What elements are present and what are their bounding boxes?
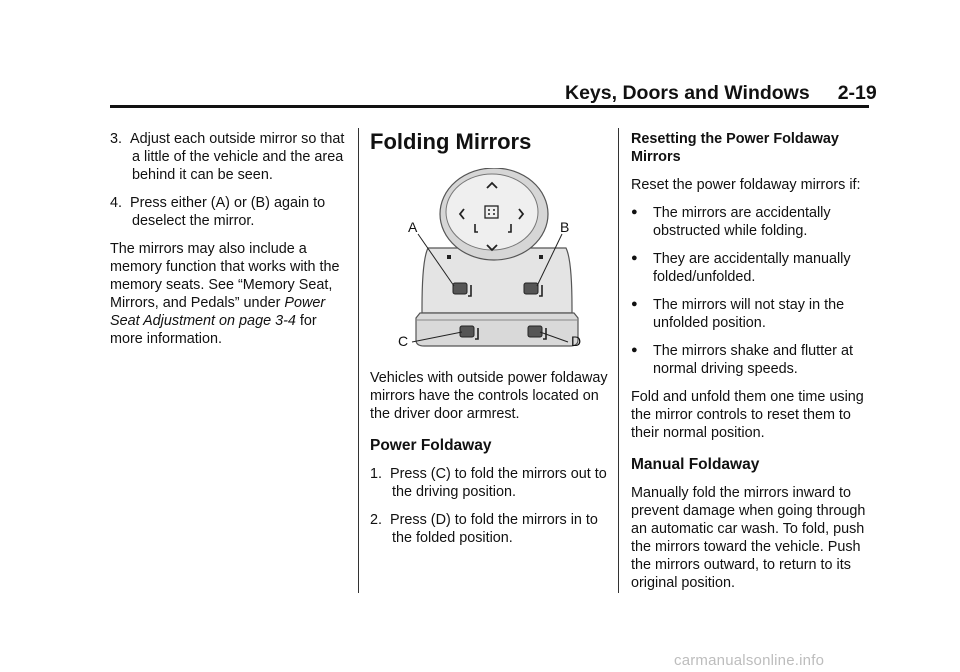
bullet-icon: ● — [631, 206, 638, 218]
fold-in-d-button[interactable] — [528, 326, 542, 337]
step-4: 4. Press either (A) or (B) again to deselect the mirror. — [110, 195, 326, 229]
reset-lead: Reset the power foldaway mirrors if: — [631, 177, 861, 193]
cross-reference-link[interactable]: Power Seat Adjustment on page 3-4 — [110, 295, 326, 329]
indicator-b — [539, 255, 543, 259]
column-1 — [110, 130, 348, 358]
bullet-item: ● The mirrors will not stay in the unfolded position. — [631, 297, 845, 331]
step-2: 2. Press (D) to fold the mirrors in to the folded position. — [370, 512, 598, 546]
bullet-item: ● They are accidentally manually folded/unfolded. — [631, 251, 851, 285]
watermark: carmanualsonline.info — [674, 652, 825, 669]
running-header — [565, 82, 877, 105]
bullet-icon: ● — [631, 344, 638, 356]
manual-paragraph: Manually fold the mirrors inward to prevent damage when going through an automatic car wash. To fold, push the mirrors toward the vehicle. Push the mirrors outward, to return to its original position. — [631, 485, 866, 591]
chapter-title: Keys, Doors and Windows — [565, 82, 810, 104]
bullet-icon: ● — [631, 252, 638, 264]
step-3: 3. Adjust each outside mirror so that a little of the vehicle and the area behind it can be seen. — [110, 131, 345, 183]
subheading-power-foldaway: Power Foldaway — [370, 437, 492, 454]
header-rule — [110, 105, 869, 108]
subheading-manual-foldaway: Manual Foldaway — [631, 456, 760, 473]
reset-paragraph: Fold and unfold them one time using the mirror controls to reset them to their normal position. — [631, 389, 864, 441]
column-3 — [631, 130, 871, 602]
page-number: 2-19 — [837, 82, 877, 104]
fold-panel — [416, 313, 578, 346]
column-divider-2 — [618, 128, 619, 593]
heading-resetting: Resetting the Power Foldaway Mirrors — [631, 131, 839, 165]
step-1: 1. Press (C) to fold the mirrors out to the driving position. — [370, 466, 607, 500]
column-2 — [370, 369, 610, 557]
bullet-item: ● The mirrors are accidentally obstructed while folding. — [631, 205, 831, 239]
intro-paragraph: Vehicles with outside power foldaway mirrors have the controls located on the driver door armrest. — [370, 370, 608, 422]
mirror-control-diagram — [380, 168, 600, 358]
label-a: A — [408, 219, 418, 235]
bullet-item: ● The mirrors shake and flutter at normal driving speeds. — [631, 343, 853, 377]
memory-paragraph: The mirrors may also include a memory function that works with the memory seats. See “Memory Seat, Mirrors, and Pedals” under Power Seat Adjustment on page 3-4 for more information. — [110, 241, 340, 347]
joystick-knob[interactable] — [446, 174, 538, 250]
mirror-select-a-button[interactable] — [453, 283, 467, 294]
column-divider-1 — [358, 128, 359, 593]
fold-out-c-button[interactable] — [460, 326, 474, 337]
indicator-a — [447, 255, 451, 259]
mirror-select-b-button[interactable] — [524, 283, 538, 294]
label-c: C — [398, 333, 409, 349]
label-b: B — [560, 219, 570, 235]
label-d: D — [571, 333, 582, 349]
bullet-icon: ● — [631, 298, 638, 310]
section-heading-folding-mirrors: Folding Mirrors — [370, 129, 532, 154]
